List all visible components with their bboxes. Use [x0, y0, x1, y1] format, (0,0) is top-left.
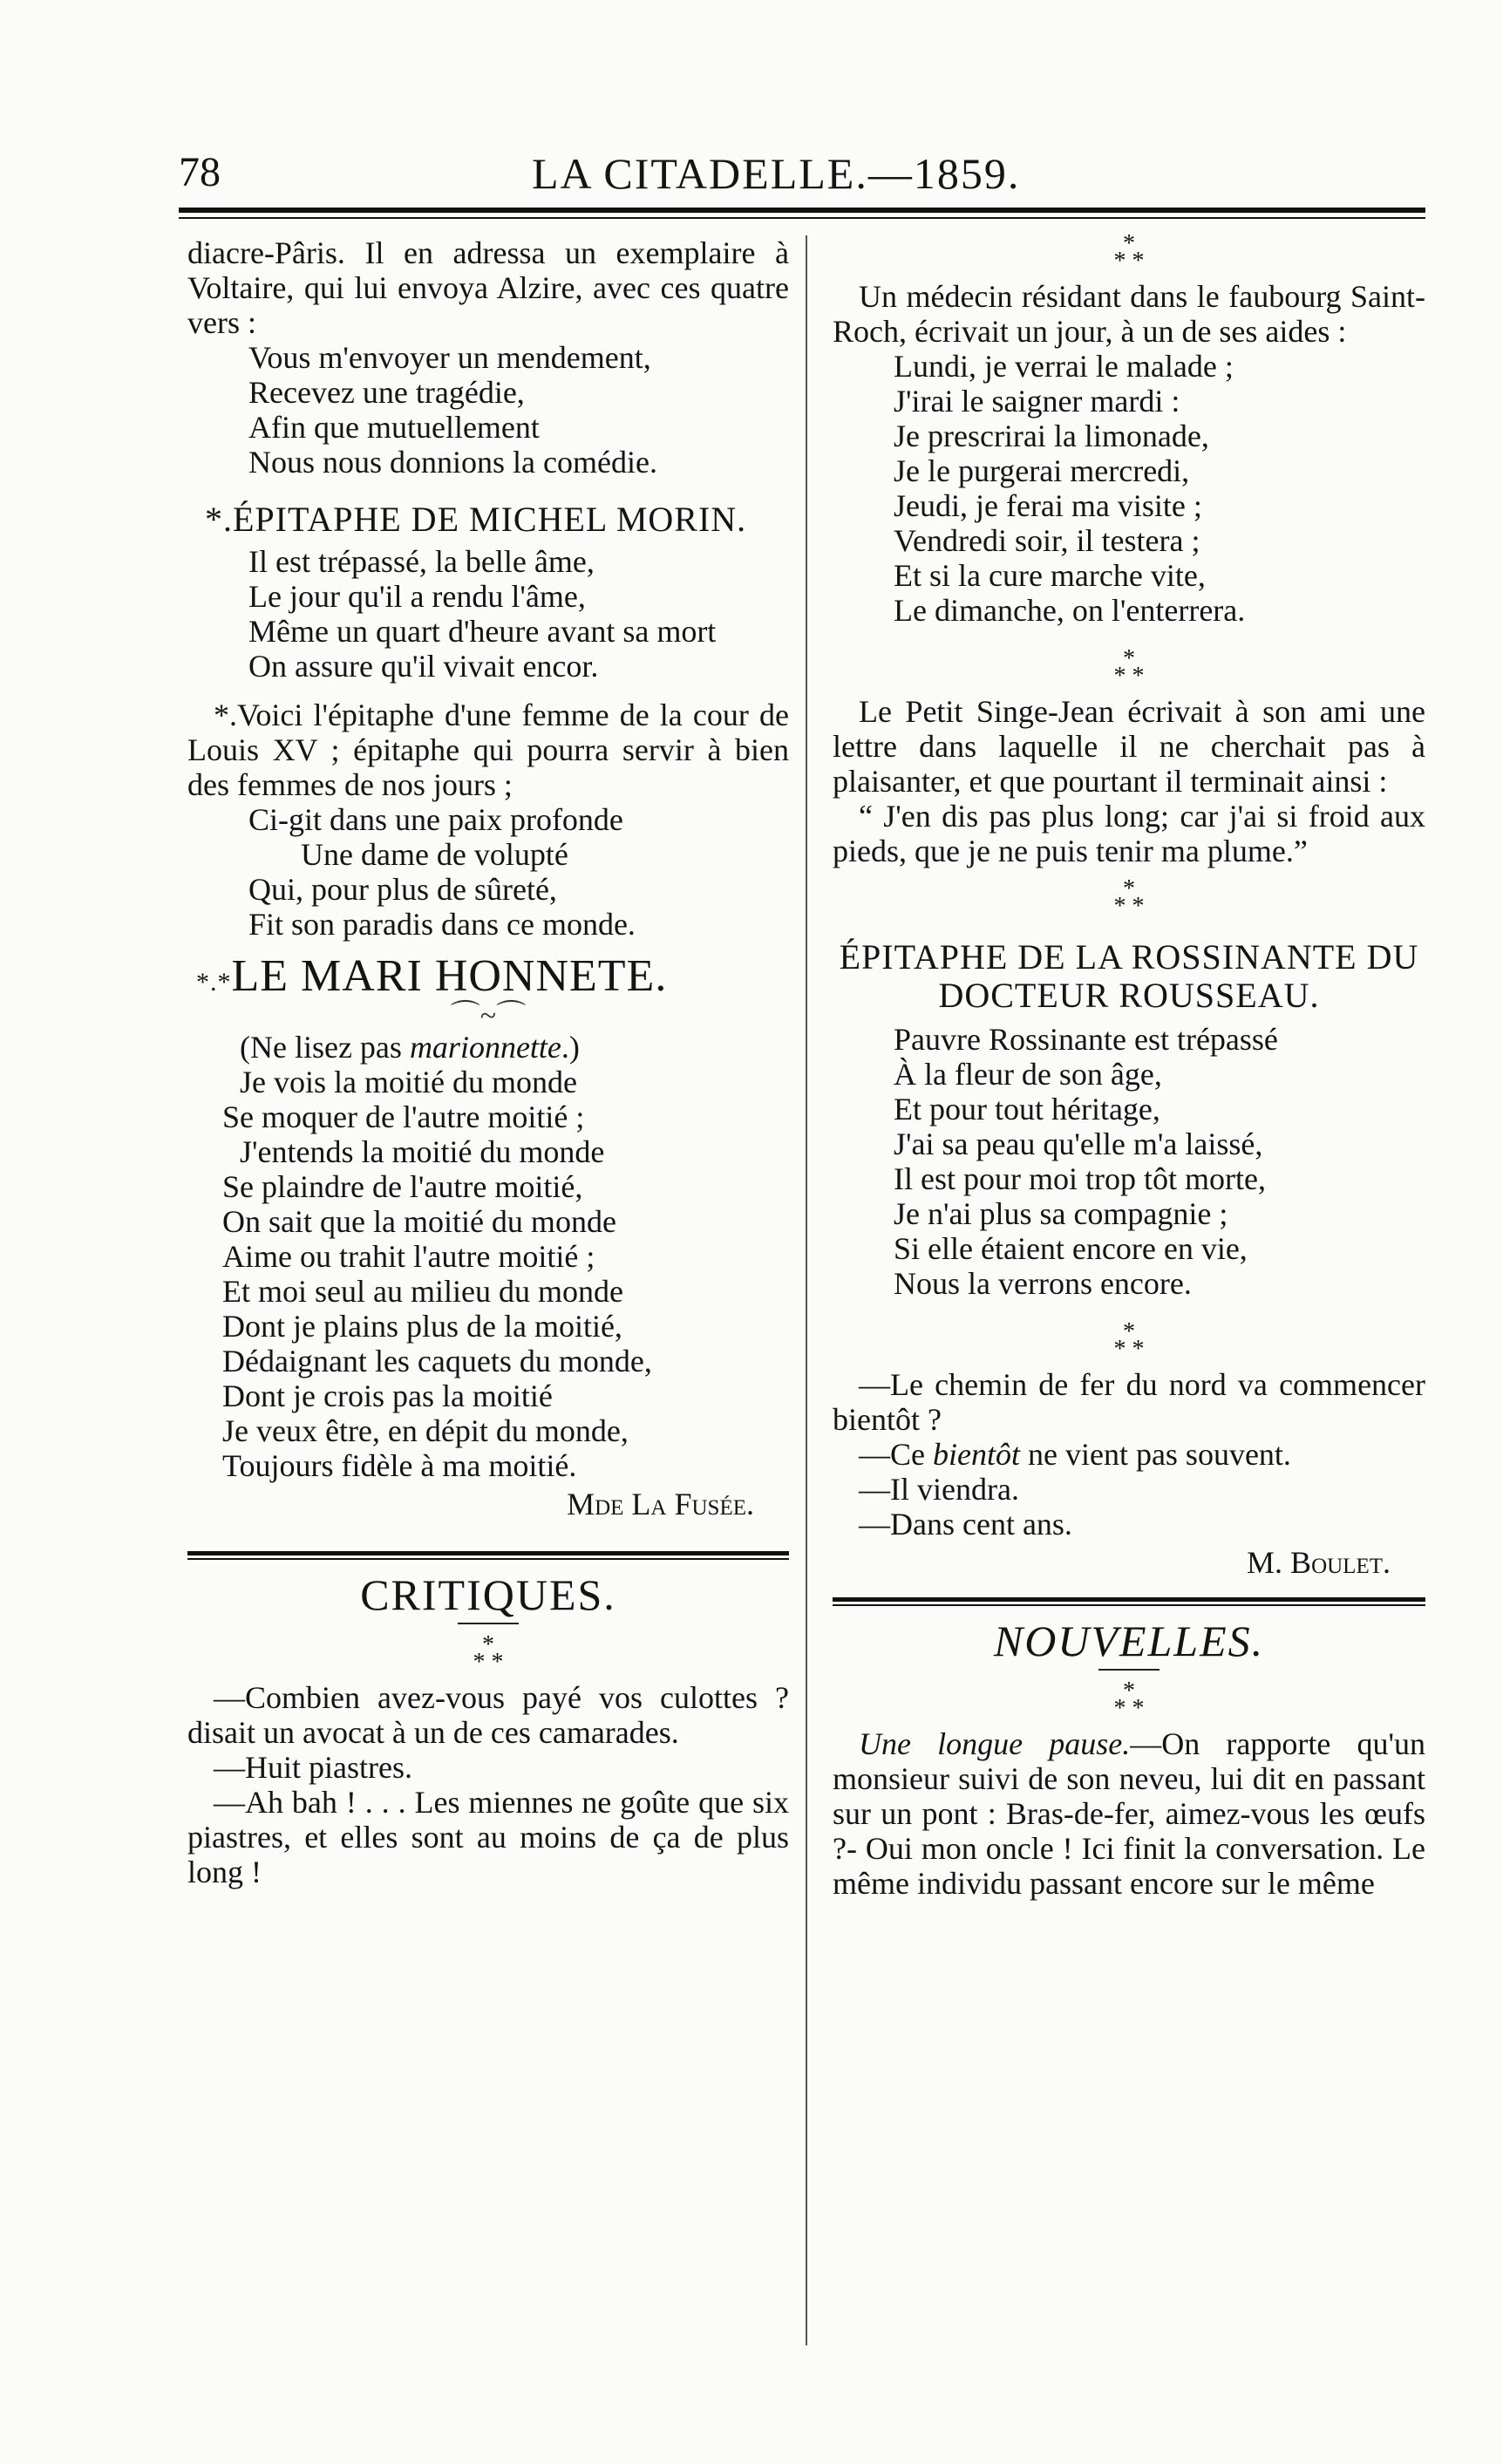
verse-line: Si elle étaient encore en vie, [894, 1231, 1248, 1266]
verse-line: Et moi seul au milieu du monde [222, 1274, 623, 1309]
doctor-verse [833, 349, 1425, 628]
verse-line: Toujours fidèle à ma moitié. [222, 1448, 577, 1483]
nouvelles-title: NOUVELLES. [993, 1617, 1265, 1665]
flourish-ornament: ⌒~⌒ [450, 1000, 527, 1032]
critique-line: —Ah bah ! . . . Les miennes ne goûte que six piastres, et elles sont au moins de ça de plus long ! [187, 1785, 789, 1889]
verse-line: Même un quart d'heure avant sa mort [248, 614, 717, 649]
asterism: * * * [1113, 1318, 1145, 1363]
verse-line: Aime ou trahit l'autre moitié ; [222, 1239, 595, 1274]
dialog-line: —Le chemin de fer du nord va commencer bientôt ? [833, 1367, 1425, 1437]
verse-line: Je prescrirai la limonade, [894, 419, 1209, 453]
dialog-line: —Il viendra. [859, 1472, 1019, 1507]
asterism: * * * [1113, 875, 1145, 920]
title-dash [1098, 1669, 1160, 1671]
left-column [187, 235, 789, 1889]
page-title: LA CITADELLE.—1859. [532, 149, 1021, 198]
verse-line: Une dame de volupté [301, 837, 568, 872]
poem-body [187, 1065, 789, 1483]
verse-line: Lundi, je verrai le malade ; [894, 349, 1234, 384]
verse-line: Je le purgerai mercredi, [894, 453, 1190, 488]
verse-line: Et pour tout héritage, [894, 1092, 1160, 1126]
verse-line: J'ai sa peau qu'elle m'a laissé, [894, 1126, 1263, 1161]
verse-line: Le jour qu'il a rendu l'âme, [248, 579, 586, 614]
poem-title: LE MARI HONNETE. [231, 951, 668, 1001]
morin-verse [187, 544, 789, 684]
page-number: 78 [179, 149, 221, 195]
poem-heading [196, 951, 789, 1001]
column-divider [806, 235, 807, 2345]
verse-line: J'irai le saigner mardi : [894, 384, 1180, 419]
poem-signature: Mde La Fusée. [567, 1487, 754, 1521]
verse-line: Vendredi soir, il testera ; [894, 523, 1200, 558]
verse-line: Il est trépassé, la belle âme, [248, 544, 595, 579]
section-rule [833, 1597, 1425, 1602]
verse-line: Recevez une tragédie, [248, 375, 525, 410]
dialog-line: —Ce bientôt ne vient pas souvent. [859, 1437, 1291, 1472]
critique-line: —Combien avez-vous payé vos culottes ? disait un avocat à un de ces camarades. [187, 1680, 789, 1750]
critiques-title: CRITIQUES. [360, 1570, 616, 1619]
verse-line: Dont je crois pas la moitié [222, 1378, 553, 1413]
verse-line: Et si la cure marche vite, [894, 558, 1206, 593]
verse-line: À la fleur de son âge, [894, 1057, 1162, 1092]
dialog-line: —Dans cent ans. [859, 1507, 1072, 1542]
verse-line: Afin que mutuellement [248, 410, 540, 445]
section-rule-thin [833, 1604, 1425, 1606]
verse-line: On sait que la moitié du monde [222, 1204, 616, 1239]
verse-line: Dédaignant les caquets du monde, [222, 1344, 652, 1378]
rossinante-verse [833, 1022, 1425, 1301]
verse-line: Je n'ai plus sa compagnie ; [894, 1196, 1228, 1231]
epitaph-heading [205, 502, 789, 537]
louis-paragraph: *.Voici l'épitaphe d'une femme de la cour de Louis XV ; épitaphe qui pourra servir à bien des femmes de nos jours ; [187, 698, 789, 802]
asterism-mark: *.* [196, 968, 232, 997]
asterism: * * * [1113, 230, 1145, 275]
verse-line: Le dimanche, on l'enterrera. [894, 593, 1246, 628]
right-column [833, 230, 1425, 1901]
louis-verse [187, 802, 789, 942]
title-dash [458, 1623, 519, 1624]
header-rule-thin [179, 217, 1425, 219]
critique-line: —Huit piastres. [214, 1750, 412, 1785]
rossinante-title: ÉPITAPHE DE LA ROSSINANTE DU DOCTEUR ROUSSEAU. [839, 937, 1419, 1015]
header-rule [179, 208, 1425, 213]
poem-note: (Ne lisez pas marionnette.) [240, 1030, 580, 1065]
verse-line: Qui, pour plus de sûreté, [248, 872, 557, 907]
singe-paragraph: Le Petit Singe-Jean écrivait à son ami une lettre dans laquelle il ne cherchait pas à plaisanter, et que pourtant il terminait ainsi : [833, 694, 1425, 799]
intro-paragraph: diacre-Pâris. Il en adressa un exemplaire à Voltaire, qui lui envoya Alzire, avec ces quatre vers : [187, 235, 789, 340]
asterism: * * * [1113, 645, 1145, 690]
singe-quote: “ J'en dis pas plus long; car j'ai si froid aux pieds, que je ne puis tenir ma plume.” [833, 799, 1425, 868]
verse-line: Se plaindre de l'autre moitié, [222, 1169, 583, 1204]
asterism-mark: *. [205, 500, 233, 539]
dialog-signature: M. Boulet. [1247, 1545, 1391, 1580]
verse-line: Pauvre Rossinante est trépassé [894, 1022, 1278, 1057]
verse-line: Il est pour moi trop tôt morte, [894, 1161, 1266, 1196]
verse-line: Fit son paradis dans ce monde. [248, 907, 636, 942]
asterism: * * * [1113, 1678, 1145, 1722]
verse-line: Nous la verrons encore. [894, 1266, 1192, 1301]
verse-line: Nous nous donnions la comédie. [248, 445, 657, 480]
verse-line: Je veux être, en dépit du monde, [222, 1413, 629, 1448]
news-paragraph: Une longue pause.—On rapporte qu'un monsieur suivi de son neveu, lui dit en passant sur un pont : Bras-de-fer, aimez-vous les œufs ?- Oui mon oncle ! Ici finit la conversation. Le même individu passant encore sur le même [833, 1726, 1425, 1901]
verse-line: On assure qu'il vivait encor. [248, 649, 599, 684]
voltaire-verse [187, 340, 789, 480]
asterism-mark: *. [214, 698, 237, 732]
epitaph-title: ÉPITAPHE DE MICHEL MORIN. [233, 500, 747, 539]
verse-line: J'entends la moitié du monde [240, 1134, 605, 1169]
asterism: * * * [473, 1631, 504, 1676]
section-rule-thin [187, 1558, 789, 1560]
doctor-paragraph: Un médecin résidant dans le faubourg Saint-Roch, écrivait un jour, à un de ses aides : [833, 279, 1425, 349]
verse-line: Vous m'envoyer un mendement, [248, 340, 651, 375]
verse-line: Je vois la moitié du monde [240, 1065, 577, 1099]
verse-line: Jeudi, je ferai ma visite ; [894, 488, 1202, 523]
verse-line: Dont je plains plus de la moitié, [222, 1309, 622, 1344]
verse-line: Se moquer de l'autre moitié ; [222, 1099, 585, 1134]
verse-line: Ci-git dans une paix profonde [248, 802, 623, 837]
section-rule [187, 1551, 789, 1555]
